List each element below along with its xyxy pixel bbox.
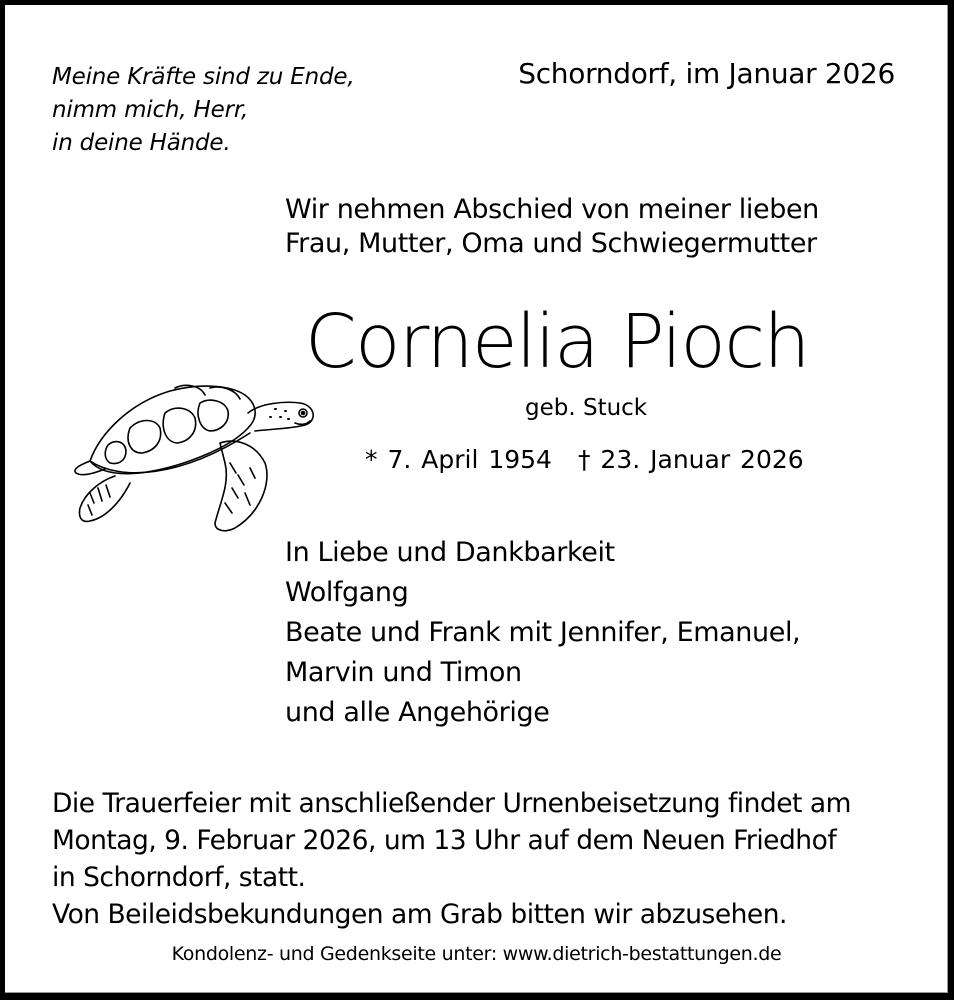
quote-line: nimm mich, Herr, [52,97,249,123]
intro-line: Wir nehmen Abschied von meiner lieben [285,194,819,225]
family-line: und alle Angehörige [285,697,550,728]
service-line: in Schorndorf, statt. [52,862,306,893]
maiden-name: geb. Stuck [525,395,648,421]
service-details [52,785,851,933]
service-line: Die Trauerfeier mit anschließender Urnenbeisetzung findet am [52,788,851,819]
death-date: † 23. Januar 2026 [577,445,804,474]
birth-date: * 7. April 1954 [365,445,552,474]
family-line: Beate und Frank mit Jennifer, Emanuel, [285,617,801,648]
life-dates [365,445,804,474]
deceased-name: Cornelia Pioch [305,299,809,385]
service-line: Montag, 9. Februar 2026, um 13 Uhr auf dem Neuen Friedhof [52,825,837,856]
intro-text [285,193,819,261]
quote-line: in deine Hände. [52,130,231,156]
service-line: Von Beileidsbekundungen am Grab bitten wir abzusehen. [52,899,787,930]
family-signatures [285,533,800,733]
family-line: In Liebe und Dankbarkeit [285,537,615,568]
place-date: Schorndorf, im Januar 2026 [518,57,895,90]
sea-turtle-icon [60,373,325,533]
family-line: Wolfgang [285,577,409,608]
quote-verse [52,61,354,160]
quote-line: Meine Kräfte sind zu Ende, [52,64,355,90]
intro-line: Frau, Mutter, Oma und Schwiegermutter [285,228,817,259]
family-line: Marvin und Timon [285,657,522,688]
obituary-notice [5,5,948,993]
condolence-link[interactable]: Kondolenz- und Gedenkseite unter: www.dietrich-bestattungen.de [171,943,782,965]
